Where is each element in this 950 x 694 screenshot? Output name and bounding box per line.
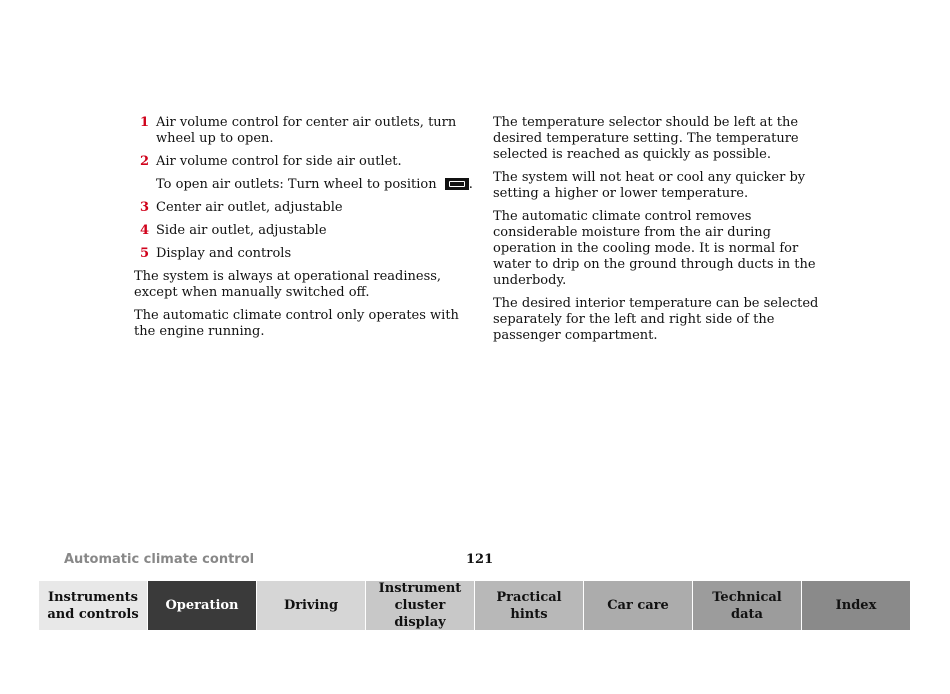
tab-label: Practical hints (496, 589, 562, 622)
tab-label: Driving (283, 598, 339, 613)
left-column (134, 115, 474, 347)
legend-number: 3 (140, 200, 150, 215)
tab-practical-hints[interactable] (475, 581, 583, 630)
legend-number: 1 (140, 115, 150, 130)
paragraph: The system is always at operational readiness, except when manually switched off. (134, 269, 442, 300)
legend-item-1 (134, 115, 474, 147)
tab-label: Operation (165, 598, 239, 613)
paragraph: The temperature selector should be left at the desired temperature setting. The temperature selected is reached as quickly as possible. (493, 115, 799, 162)
tab-driving[interactable] (257, 581, 365, 630)
legend-text: Display and controls (156, 246, 292, 261)
tab-instruments-and-controls[interactable] (39, 581, 147, 630)
legend-text: Side air outlet, adjustable (156, 223, 327, 238)
tab-label: Instruments and controls (47, 589, 139, 622)
section-tab-bar (39, 581, 910, 630)
legend-item-4 (134, 223, 474, 239)
legend-number: 5 (140, 246, 150, 261)
legend-text: Center air outlet, adjustable (156, 200, 343, 215)
page-number: 121 (466, 552, 494, 567)
sub-note-text: To open air outlets: Turn wheel to position (156, 177, 437, 192)
tab-label: Car care (607, 598, 669, 613)
paragraph: The automatic climate control only operates with the engine running. (134, 308, 459, 339)
tab-instrument-cluster-display[interactable] (366, 581, 474, 630)
legend-item-2 (134, 154, 474, 170)
paragraph: The system will not heat or cool any quicker by setting a higher or lower temperature. (493, 170, 806, 201)
section-title: Automatic climate control (64, 552, 255, 567)
tab-index[interactable] (802, 581, 910, 630)
tab-operation[interactable] (148, 581, 256, 630)
paragraph: The desired interior temperature can be selected separately for the left and right side of the passenger compartment. (493, 296, 819, 343)
legend-item-5 (134, 246, 474, 262)
tab-label: Index (835, 598, 877, 613)
legend-item-3 (134, 200, 474, 216)
legend-text: Air volume control for center air outlets, turn wheel up to open. (156, 115, 457, 146)
legend-number: 4 (140, 223, 150, 238)
sub-note-end: . (468, 177, 473, 192)
paragraph: The automatic climate control removes considerable moisture from the air during operation in the cooling mode. It is normal for water to drip on the ground through ducts in the underbody. (493, 209, 816, 288)
tab-technical-data[interactable] (693, 581, 801, 630)
legend-number: 2 (140, 154, 150, 169)
legend-sub-note (134, 177, 474, 193)
tab-label: Instrument cluster display (378, 581, 462, 630)
legend-text: Air volume control for side air outlet. (156, 154, 402, 169)
tab-label: Technical data (712, 589, 782, 622)
right-column (493, 115, 828, 351)
closed-position-icon (445, 178, 469, 190)
tab-car-care[interactable] (584, 581, 692, 630)
